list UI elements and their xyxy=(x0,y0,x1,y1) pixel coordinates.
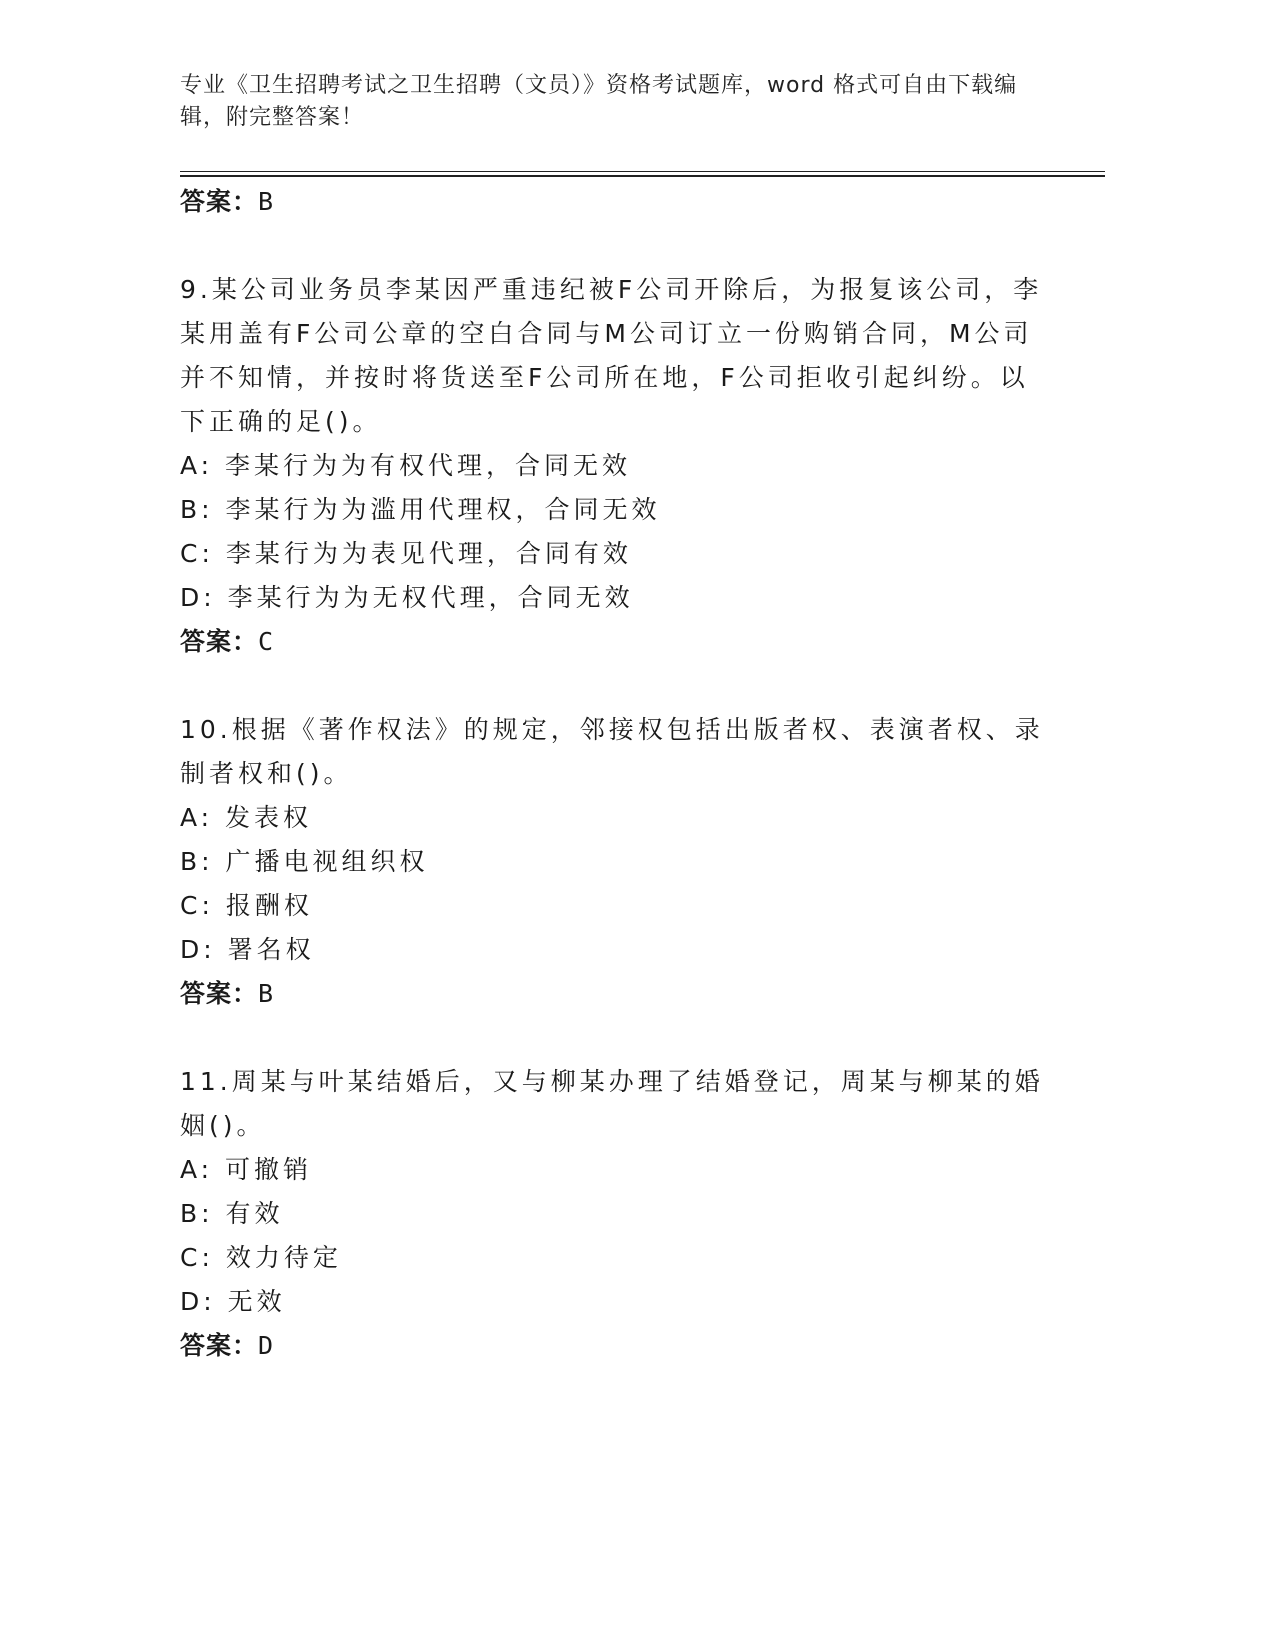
document-body xyxy=(180,180,1050,1368)
answer-line xyxy=(180,180,1050,224)
option-a: A: 李某行为为有权代理，合同无效 xyxy=(180,451,632,480)
answer-label: 答案： xyxy=(180,627,259,656)
question-stem: 11.周某与叶某结婚后，又与柳某办理了结婚登记，周某与柳某的婚姻()。 xyxy=(180,1067,1044,1140)
option-a: A: 发表权 xyxy=(180,803,313,832)
option-c: C: 李某行为为表见代理，合同有效 xyxy=(180,539,632,568)
option-b: B: 广播电视组织权 xyxy=(180,847,429,876)
header-divider-thick xyxy=(180,175,1105,177)
option-d: D: 署名权 xyxy=(180,935,315,964)
answer-value: B xyxy=(258,187,275,216)
question-block xyxy=(180,708,1050,1016)
option-d: D: 无效 xyxy=(180,1287,286,1316)
answer-value: D xyxy=(258,1331,275,1360)
option-a: A: 可撤销 xyxy=(180,1155,313,1184)
option-d: D: 李某行为为无权代理，合同无效 xyxy=(180,583,634,612)
option-b: B: 有效 xyxy=(180,1199,284,1228)
answer-line xyxy=(180,620,1050,664)
option-c: C: 报酬权 xyxy=(180,891,313,920)
answer-label: 答案： xyxy=(180,1331,259,1360)
question-block xyxy=(180,1060,1050,1368)
question-block xyxy=(180,268,1050,664)
question-stem: 10.根据《著作权法》的规定，邻接权包括出版者权、表演者权、录制者权和()。 xyxy=(180,715,1044,788)
answer-label: 答案： xyxy=(180,187,259,216)
answer-label: 答案： xyxy=(180,979,259,1008)
option-c: C: 效力待定 xyxy=(180,1243,342,1272)
question-stem: 9.某公司业务员李某因严重违纪被F公司开除后，为报复该公司，李某用盖有F公司公章的空白合同与M公司订立一份购销合同，M公司并不知情，并按时将货送至F公司所在地，F公司拒收引起纠纷。以下正确的足()。 xyxy=(180,275,1043,436)
document-header: 专业《卫生招聘考试之卫生招聘（文员）》资格考试题库，word 格式可自由下载编辑，附完整答案！ xyxy=(180,73,1018,130)
answer-line xyxy=(180,1324,1050,1368)
option-b: B: 李某行为为滥用代理权，合同无效 xyxy=(180,495,661,524)
answer-line xyxy=(180,972,1050,1016)
header-divider-thin xyxy=(180,171,1105,172)
answer-value: C xyxy=(258,627,275,656)
answer-value: B xyxy=(258,979,275,1008)
